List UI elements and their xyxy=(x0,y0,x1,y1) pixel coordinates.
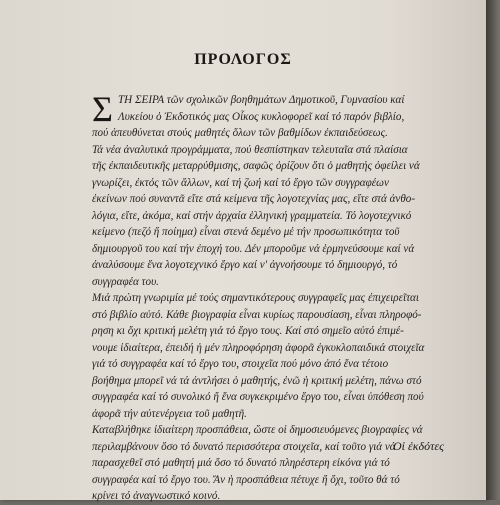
text-line: ἀφορᾶ τήν αὐτενέργεια τοῦ μαθητῆ. xyxy=(92,407,247,420)
signature: Οἱ ἐκδότες xyxy=(393,439,444,453)
text-line: λόγια, εἴτε, ἀκόμα, καί στήν ἀρχαία ἑλληνική γραμματεία. Τό λογοτεχνικό xyxy=(92,209,412,222)
text-line: γνωρίζει, ἐκτός τῶν ἄλλων, καί τή ζωή καί τό ἔργο τῶν συγγραφέων xyxy=(92,176,389,189)
text-line: κρίνει τό ἀναγνωστικό κοινό. xyxy=(92,490,221,502)
text-line: γιά τό συγγραφέα καί τό ἔργο του, στοιχεῖα πού μόνο ἀπό ἕνα τέτοιο xyxy=(92,358,389,370)
text-line: δημιουργοῦ του καί τήν ἐποχή του. Δέν μποροῦμε νά ἑρμηνεύσουμε καί νά xyxy=(92,242,415,255)
text-line: περιλαμβάνουν ὅσο τό δυνατό περισσότερα στοιχεῖα, καί τοῦτο γιά νά xyxy=(92,440,396,453)
text-line: συγγραφέα καί τό συνολικό ἤ ἕνα συγκεκριμένο ἔργο του, εἶναι ὑπόθεση πού xyxy=(92,391,424,403)
page-title: ΠΡΟΛΟΓΟΣ xyxy=(194,51,292,68)
text-line: ρηση κι ὄχι κριτική μελέτη γιά τό ἔργο τους. Καί στό σημεῖο αὐτό ἐπιμέ- xyxy=(92,325,404,337)
text-line: παρασχεθεῖ στό μαθητή μιά ὅσο τό δυνατό πληρέστερη εἰκόνα γιά τό xyxy=(92,457,390,469)
text-line: κείμενο (πεζό ἤ ποίημα) εἶναι στενά δεμένο μέ τήν προσωπικότητα τοῦ xyxy=(92,226,400,238)
text-line: Καταβλήθηκε ἰδιαίτερη προσπάθεια, ὥστε οἱ δημοσιευόμενες βιογραφίες νά xyxy=(92,424,423,436)
text-line: στό βιβλίο αὐτό. Κάθε βιογραφία εἶναι κυρίως παρουσίαση, εἶναι πληροφό- xyxy=(92,308,422,321)
text-line: πού ἀπευθύνεται στούς μαθητές ὅλων τῶν βαθμίδων ἐκπαιδεύσεως. xyxy=(92,127,388,139)
text-line: βοήθημα μπορεῖ νά τά ἀντλήσει ὁ μαθητής, ἐνῶ ἡ κριτική μελέτη, πάνω στό xyxy=(92,374,422,387)
text-line: τῆς ἐκπαιδευτικῆς μεταρρύθμισης, σαφῶς ὁρίζουν ὅτι ὁ μαθητής ὀφείλει νά xyxy=(92,160,420,172)
text-line: συγγραφέα του. xyxy=(92,275,159,288)
text-line: ΤΗ ΣΕΙΡΑ τῶν σχολικῶν βοηθημάτων Δημοτικοῦ, Γυμνασίου καί xyxy=(118,94,405,106)
text-line: νουμε ἰδιαίτερα, ἐπειδή ἡ μέν πληροφόρηση ἀφορᾶ ἐγκυκλοπαιδικά στοιχεῖα xyxy=(92,341,425,354)
text-line: ἐκείνων πού συναντᾶ εἴτε στά κείμενα τῆς λογοτεχνίας μας, εἴτε στά ἀνθο- xyxy=(92,193,416,205)
book-spine-shadow xyxy=(486,0,500,500)
text-line: συγγραφέα καί τό ἔργο του. Ἄν ἡ προσπάθεια πέτυχε ἤ ὄχι, τοῦτο θά τό xyxy=(92,473,400,486)
text-line: Λυκείου ὁ Ἐκδοτικός μας Οἶκος κυκλοφορεῖ καί τό παρόν βιβλίο, xyxy=(118,110,405,123)
text-line: ἀναλύσουμε ἕνα λογοτεχνικό ἔργο καί ν' ἀγνοήσουμε τό δημιουργό, τό xyxy=(92,259,398,271)
drop-cap: Σ xyxy=(92,89,113,129)
text-line: Τά νέα ἀναλυτικά προγράμματα, πού θεσπίστηκαν τελευταῖα στά πλαίσια xyxy=(92,143,408,156)
text-line: Μιά πρώτη γνωριμία μέ τούς σημαντικότερους συγγραφεῖς μας ἐπιχειρεῖται xyxy=(92,292,419,304)
